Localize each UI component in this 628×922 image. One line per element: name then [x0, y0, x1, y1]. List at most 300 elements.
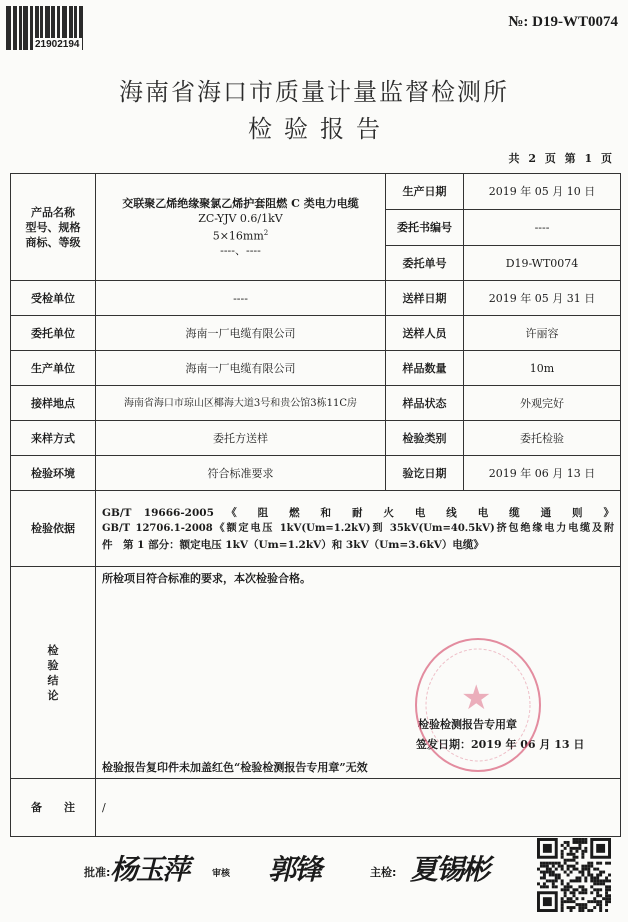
- qr-module: [570, 865, 573, 868]
- qr-module: [552, 879, 555, 882]
- qr-module: [587, 874, 590, 877]
- qr-module: [587, 862, 590, 865]
- qr-module: [599, 906, 602, 909]
- qr-module: [573, 841, 576, 844]
- qr-module: [602, 879, 605, 882]
- delivery-person-value: 许丽容: [464, 316, 621, 351]
- qr-module: [590, 876, 593, 879]
- qr-module: [564, 847, 567, 850]
- qr-module: [570, 847, 573, 850]
- qr-module: [608, 874, 611, 877]
- qr-module: [564, 900, 567, 903]
- qr-module: [581, 909, 584, 912]
- qr-module: [587, 865, 590, 868]
- qr-module: [599, 862, 602, 865]
- qr-module: [555, 874, 558, 877]
- qr-module: [552, 882, 555, 885]
- qr-module: [558, 876, 561, 879]
- qr-module: [575, 903, 578, 906]
- basis-line: GB/T 19666-2005 《 阻 燃 和 耐 火 电 线 电 缆 通 则 》: [102, 506, 614, 519]
- qr-module: [587, 868, 590, 871]
- qr-module: [567, 888, 570, 891]
- report-number: №: D19-WT0074: [508, 14, 618, 30]
- qr-module: [581, 891, 584, 894]
- qr-module: [549, 871, 552, 874]
- qr-module: [584, 838, 587, 841]
- inspection-type-label: 检验类别: [386, 421, 464, 456]
- issue-date: 签发日期：2019 年 06 月 13 日: [416, 738, 585, 751]
- conclusion-label: [11, 567, 96, 779]
- qr-module: [590, 874, 593, 877]
- qr-module: [584, 888, 587, 891]
- qr-module: [584, 868, 587, 871]
- qr-module: [549, 874, 552, 877]
- qr-module: [567, 844, 570, 847]
- qr-module: [590, 865, 593, 868]
- qr-module: [596, 862, 599, 865]
- qr-module: [608, 897, 611, 900]
- qr-module: [599, 894, 602, 897]
- delivery-date-value: 2019 年 05 月 31 日: [464, 281, 621, 316]
- qr-module: [552, 865, 555, 868]
- stamp-label: 检验检测报告专用章: [418, 718, 517, 731]
- qr-module: [575, 838, 578, 841]
- qr-module: [575, 876, 578, 879]
- qr-module: [596, 900, 599, 903]
- commission-order-no-value: D19-WT0074: [464, 246, 621, 281]
- qr-module: [587, 871, 590, 874]
- qr-module: [578, 838, 581, 841]
- qr-module: [561, 850, 564, 853]
- qr-module: [570, 909, 573, 912]
- product-spec: [100, 226, 381, 244]
- conclusion-label-char: 结: [47, 673, 59, 687]
- qr-module: [555, 876, 558, 879]
- product-label-line: 商标、等级: [25, 235, 81, 249]
- sampling-method-value: 委托方送样: [96, 421, 386, 456]
- qr-module: [540, 865, 543, 868]
- qr-module: [581, 874, 584, 877]
- product-model: ZC-YJV 0.6/1kV: [198, 211, 283, 225]
- qr-module: [578, 903, 581, 906]
- qr-module: [543, 876, 546, 879]
- qr-module: [561, 868, 564, 871]
- qr-module: [605, 909, 608, 912]
- qr-module: [599, 909, 602, 912]
- qr-module: [578, 885, 581, 888]
- qr-finder-center: [543, 897, 552, 906]
- qr-module: [543, 882, 546, 885]
- qr-module: [581, 856, 584, 859]
- product-spec-sup: 2: [263, 228, 269, 237]
- qr-module: [537, 882, 540, 885]
- qr-module: [584, 847, 587, 850]
- qr-module: [564, 841, 567, 844]
- qr-module: [596, 874, 599, 877]
- qr-module: [599, 900, 602, 903]
- inspection-type-value: 委托检验: [464, 421, 621, 456]
- qr-module: [552, 871, 555, 874]
- qr-module: [575, 888, 578, 891]
- qr-module: [599, 874, 602, 877]
- delivery-person-label: 送样人员: [386, 316, 464, 351]
- qr-module: [605, 876, 608, 879]
- qr-module: [581, 841, 584, 844]
- qr-module: [570, 900, 573, 903]
- commission-order-no-label: 委托单号: [386, 246, 464, 281]
- barcode: [6, 6, 106, 50]
- qr-module: [564, 891, 567, 894]
- qr-module: [575, 850, 578, 853]
- qr-module: [567, 865, 570, 868]
- qr-module: [567, 859, 570, 862]
- qr-module: [602, 871, 605, 874]
- qr-module: [590, 885, 593, 888]
- qr-module: [587, 909, 590, 912]
- qr-module: [590, 862, 593, 865]
- qr-module: [567, 897, 570, 900]
- qr-module: [596, 868, 599, 871]
- qr-module: [555, 868, 558, 871]
- qr-module: [593, 876, 596, 879]
- commission-book-no-label: 委托书编号: [386, 210, 464, 246]
- qr-module: [543, 862, 546, 865]
- qr-module: [605, 903, 608, 906]
- qr-module: [573, 891, 576, 894]
- product-name: 交联聚乙烯绝缘聚氯乙烯护套阻燃 C 类电力电缆: [122, 196, 359, 210]
- qr-module: [581, 897, 584, 900]
- report-table: [10, 173, 621, 837]
- qr-module: [608, 900, 611, 903]
- barcode-number: 21902194: [35, 39, 80, 50]
- delivery-date-label: 送样日期: [386, 281, 464, 316]
- commission-book-no-value: ----: [464, 210, 621, 246]
- qr-module: [573, 894, 576, 897]
- review-label: 审核: [212, 869, 231, 879]
- commissioning-unit-value: 海南一厂电缆有限公司: [96, 316, 386, 351]
- producer-label: 生产单位: [11, 351, 96, 386]
- commissioning-unit-label: 委托单位: [11, 316, 96, 351]
- qr-module: [602, 882, 605, 885]
- qr-module: [584, 865, 587, 868]
- qr-module: [578, 847, 581, 850]
- qr-module: [546, 885, 549, 888]
- qr-module: [605, 862, 608, 865]
- qr-module: [599, 888, 602, 891]
- qr-module: [575, 856, 578, 859]
- qr-module: [605, 900, 608, 903]
- qr-module: [590, 891, 593, 894]
- inspected-unit-value: ----: [96, 281, 386, 316]
- qr-module: [564, 885, 567, 888]
- qr-module: [584, 906, 587, 909]
- qr-module: [575, 879, 578, 882]
- product-value: [96, 174, 386, 281]
- qr-module: [593, 897, 596, 900]
- qr-module: [581, 906, 584, 909]
- remarks-value: /: [96, 779, 621, 837]
- qr-module: [546, 865, 549, 868]
- qr-module: [596, 888, 599, 891]
- qr-module: [605, 888, 608, 891]
- qr-module: [608, 862, 611, 865]
- qr-module: [584, 891, 587, 894]
- qr-module: [570, 853, 573, 856]
- qr-module: [581, 865, 584, 868]
- sample-condition-label: 样品状态: [386, 386, 464, 421]
- qr-module: [573, 879, 576, 882]
- qr-module: [561, 853, 564, 856]
- qr-module: [573, 900, 576, 903]
- qr-module: [575, 862, 578, 865]
- qr-module: [596, 882, 599, 885]
- qr-module: [596, 894, 599, 897]
- qr-module: [596, 879, 599, 882]
- qr-module: [567, 874, 570, 877]
- product-label-line: 产品名称: [31, 205, 75, 219]
- qr-module: [608, 894, 611, 897]
- qr-finder-center: [543, 844, 552, 853]
- qr-module: [546, 871, 549, 874]
- qr-module: [578, 871, 581, 874]
- qr-module: [573, 859, 576, 862]
- document-title: 检验报告: [248, 115, 392, 143]
- qr-module: [567, 868, 570, 871]
- qr-module: [561, 906, 564, 909]
- qr-module: [549, 862, 552, 865]
- qr-module: [546, 868, 549, 871]
- completion-date-value: 2019 年 06 月 13 日: [464, 456, 621, 491]
- conclusion-text: 所检项目符合标准的要求，本次检验合格。: [102, 572, 311, 585]
- remarks-label: 备 注: [11, 779, 96, 837]
- qr-module: [593, 868, 596, 871]
- qr-module: [552, 885, 555, 888]
- seal-star-icon: ★: [461, 678, 492, 718]
- qr-module: [561, 882, 564, 885]
- qr-module: [590, 879, 593, 882]
- copy-note: 检验报告复印件未加盖红色“检验检测报告专用章”无效: [102, 761, 368, 774]
- review-signature: 郭锋: [268, 853, 321, 886]
- qr-module: [561, 856, 564, 859]
- qr-module: [581, 885, 584, 888]
- qr-module: [543, 871, 546, 874]
- qr-module: [570, 879, 573, 882]
- qr-module: [540, 871, 543, 874]
- product-brand-grade: ----、----: [220, 244, 261, 258]
- qr-module: [578, 844, 581, 847]
- conclusion-label-char: 论: [47, 688, 59, 702]
- qr-module: [567, 882, 570, 885]
- qr-module: [570, 850, 573, 853]
- qr-module: [596, 876, 599, 879]
- qr-module: [561, 865, 564, 868]
- qr-module: [561, 900, 564, 903]
- approve-signature: 杨玉萍: [110, 853, 189, 886]
- production-date-label: 生产日期: [386, 174, 464, 210]
- conclusion-label-char: 验: [47, 658, 59, 672]
- qr-module: [564, 888, 567, 891]
- qr-module: [599, 903, 602, 906]
- conclusion-label-char: 检: [47, 643, 59, 657]
- qr-module: [575, 847, 578, 850]
- qr-module: [564, 894, 567, 897]
- qr-module: [558, 865, 561, 868]
- qr-module: [575, 868, 578, 871]
- qr-module: [573, 856, 576, 859]
- environment-label: 检验环境: [11, 456, 96, 491]
- receiving-location-value: 海南省海口市琼山区椰海大道3号和贵公馆3栋11C房: [96, 386, 386, 421]
- qr-module: [573, 868, 576, 871]
- qr-module: [573, 847, 576, 850]
- sample-quantity-value: 10m: [464, 351, 621, 386]
- qr-module: [561, 903, 564, 906]
- qr-module: [608, 888, 611, 891]
- qr-module: [593, 882, 596, 885]
- qr-module: [573, 838, 576, 841]
- inspect-label: 主检:: [370, 866, 397, 879]
- conclusion-value: [96, 567, 621, 779]
- qr-module: [605, 897, 608, 900]
- qr-module: [570, 885, 573, 888]
- qr-module: [605, 885, 608, 888]
- qr-module: [578, 879, 581, 882]
- qr-module: [581, 838, 584, 841]
- qr-module: [570, 906, 573, 909]
- qr-module: [543, 865, 546, 868]
- qr-module: [573, 906, 576, 909]
- receiving-location-label: 接样地点: [11, 386, 96, 421]
- qr-module: [599, 882, 602, 885]
- qr-module: [593, 900, 596, 903]
- product-label: [11, 174, 96, 281]
- qr-module: [567, 885, 570, 888]
- qr-module: [573, 888, 576, 891]
- qr-module: [584, 879, 587, 882]
- inspect-signature: 夏锡彬: [410, 853, 489, 886]
- qr-module: [555, 879, 558, 882]
- qr-module: [555, 862, 558, 865]
- qr-module: [581, 903, 584, 906]
- qr-module: [558, 874, 561, 877]
- qr-module: [570, 897, 573, 900]
- environment-value: 符合标准要求: [96, 456, 386, 491]
- qr-module: [573, 853, 576, 856]
- product-spec-base: 5×16mm: [212, 229, 264, 243]
- qr-module: [581, 868, 584, 871]
- approve-label: 批准:: [84, 866, 111, 879]
- qr-module: [570, 871, 573, 874]
- qr-module: [573, 865, 576, 868]
- qr-module: [587, 900, 590, 903]
- qr-module: [540, 862, 543, 865]
- qr-module: [581, 871, 584, 874]
- product-label-line: 型号、规格: [25, 220, 81, 234]
- qr-module: [593, 888, 596, 891]
- qr-module: [581, 853, 584, 856]
- qr-module: [599, 871, 602, 874]
- qr-module: [564, 871, 567, 874]
- producer-value: 海南一厂电缆有限公司: [96, 351, 386, 386]
- basis-line: 件 第 1 部分：额定电压 1kV（Um=1.2kV）和 3kV（Um=3.6kV）电缆》: [102, 538, 484, 551]
- qr-module: [599, 879, 602, 882]
- qr-module: [608, 885, 611, 888]
- qr-module: [561, 879, 564, 882]
- qr-module: [578, 891, 581, 894]
- qr-module: [546, 879, 549, 882]
- qr-module: [590, 909, 593, 912]
- basis-value: [96, 491, 621, 567]
- qr-module: [584, 841, 587, 844]
- qr-module: [555, 885, 558, 888]
- qr-module: [561, 844, 564, 847]
- page-count: 共 2 页 第 1 页: [508, 152, 612, 165]
- qr-module: [567, 900, 570, 903]
- sample-quantity-label: 样品数量: [386, 351, 464, 386]
- qr-module: [602, 897, 605, 900]
- qr-module: [584, 903, 587, 906]
- qr-module: [558, 862, 561, 865]
- qr-module: [581, 850, 584, 853]
- inspected-unit-label: 受检单位: [11, 281, 96, 316]
- qr-module: [605, 891, 608, 894]
- qr-module: [605, 894, 608, 897]
- qr-module: [561, 909, 564, 912]
- sampling-method-label: 来样方式: [11, 421, 96, 456]
- qr-module: [543, 885, 546, 888]
- qr-module: [564, 859, 567, 862]
- basis-line: GB/T 12706.1-2008《额定电压 1kV(Um=1.2kV)到 35kV(Um=40.5kV)挤包绝缘电力电缆及附: [102, 522, 614, 534]
- qr-module: [540, 876, 543, 879]
- signature-area: [0, 838, 628, 918]
- basis-label: 检验依据: [11, 491, 96, 567]
- qr-module: [578, 876, 581, 879]
- qr-module: [596, 903, 599, 906]
- qr-module: [540, 885, 543, 888]
- qr-module: [567, 853, 570, 856]
- qr-code-icon: [537, 838, 611, 912]
- completion-date-label: 验讫日期: [386, 456, 464, 491]
- qr-module: [575, 841, 578, 844]
- qr-module: [608, 879, 611, 882]
- qr-module: [546, 862, 549, 865]
- qr-module: [570, 859, 573, 862]
- qr-module: [564, 862, 567, 865]
- qr-module: [549, 879, 552, 882]
- qr-module: [596, 891, 599, 894]
- sample-condition-value: 外观完好: [464, 386, 621, 421]
- qr-module: [549, 868, 552, 871]
- qr-module: [578, 909, 581, 912]
- qr-module: [593, 879, 596, 882]
- qr-module: [584, 850, 587, 853]
- qr-finder-center: [596, 844, 605, 853]
- qr-module: [561, 888, 564, 891]
- qr-module: [543, 874, 546, 877]
- qr-module: [552, 874, 555, 877]
- qr-module: [561, 897, 564, 900]
- qr-module: [593, 906, 596, 909]
- qr-module: [567, 906, 570, 909]
- production-date-value: 2019 年 05 月 10 日: [464, 174, 621, 210]
- qr-module: [578, 906, 581, 909]
- qr-module: [605, 879, 608, 882]
- qr-module: [584, 876, 587, 879]
- qr-module: [578, 841, 581, 844]
- organization-title: 海南省海口市质量计量监督检测所: [119, 78, 509, 106]
- qr-module: [567, 841, 570, 844]
- qr-module: [570, 891, 573, 894]
- qr-module: [575, 897, 578, 900]
